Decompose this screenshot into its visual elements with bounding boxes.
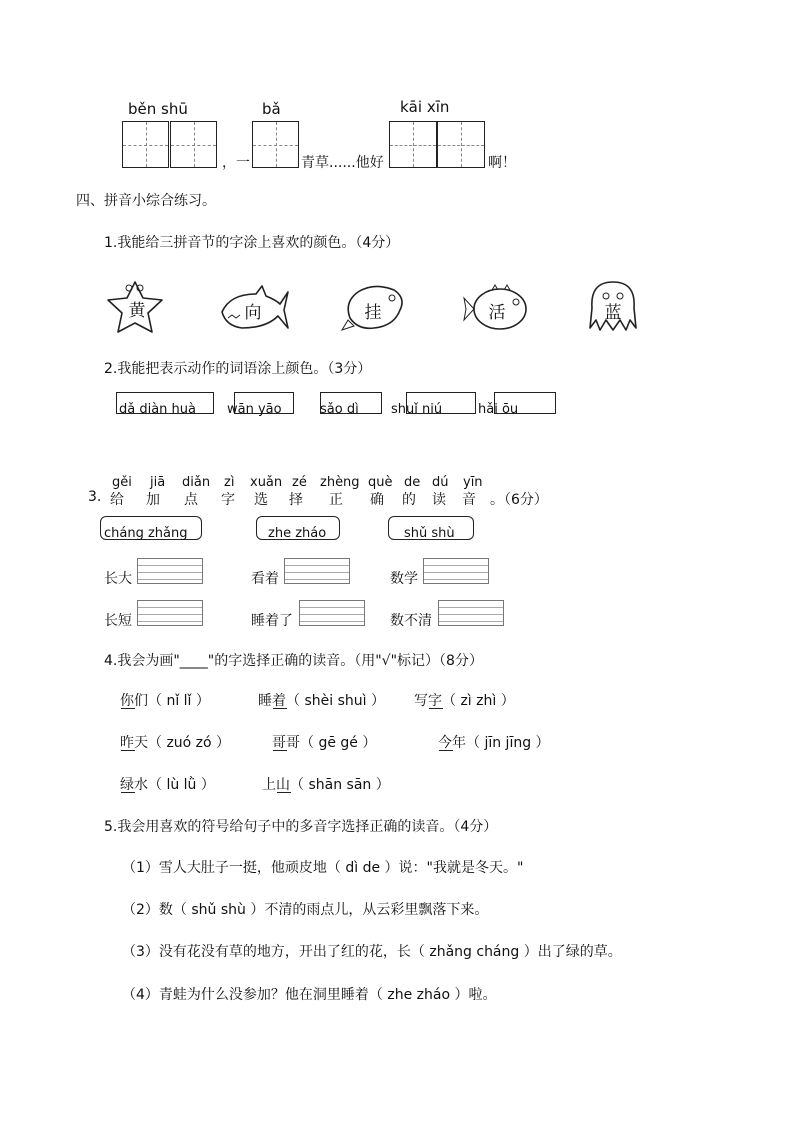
q3-char-6: 正	[329, 492, 343, 508]
pinyin-ba: bǎ	[262, 100, 281, 118]
section-title: 四、拼音小综合练习。	[76, 193, 216, 209]
writing-grid-3[interactable]	[252, 121, 299, 168]
answer-lines-4[interactable]	[137, 600, 203, 626]
q3-pinyin-10: yīn	[463, 475, 483, 490]
q3-char-0: 给	[110, 492, 124, 508]
q5-prompt: 5.我会用喜欢的符号给句子中的多音字选择正确的读音。（4分）	[104, 819, 498, 835]
q3-item-5: 睡着了	[251, 613, 293, 629]
q3-item-4: 长短	[104, 613, 132, 629]
q4-item-2[interactable]: 睡着（ shèi shuì ）	[258, 693, 385, 709]
q3-pinyin-9: dú	[432, 475, 449, 490]
q4-item-7[interactable]: 绿水（ lù lǜ ）	[120, 777, 215, 793]
word-3: sǎo dì	[320, 402, 359, 417]
word-4: shuǐ niú	[391, 402, 443, 417]
q3-pinyin-6: zhèng	[320, 475, 360, 490]
q5-sentence-4[interactable]: （4）青蛙为什么没参加？他在洞里睡着（ zhe zháo ）啦。	[122, 987, 497, 1003]
pinyin-benshu: běn shū	[128, 100, 188, 118]
qingcao-text: 青草......他好	[301, 155, 384, 171]
q3-char-9: 读	[432, 492, 446, 508]
answer-lines-5[interactable]	[299, 600, 365, 626]
q3-char-1: 加	[146, 492, 160, 508]
answer-lines-3[interactable]	[423, 558, 489, 584]
q5-sentence-3[interactable]: （3）没有花没有草的地方，开出了红的花，长（ zhǎng cháng ）出了绿的草。	[122, 944, 622, 960]
q3-item-2: 看着	[251, 571, 279, 587]
underline-mark	[273, 750, 287, 751]
writing-grid-1[interactable]	[122, 121, 169, 168]
q4-item-8[interactable]: 上山（ shān sān ）	[262, 777, 390, 793]
char-huang: 黄	[128, 301, 146, 321]
q4-item-4[interactable]: 昨天（ zuó zó ）	[120, 735, 231, 751]
q4-prompt: 4.我会为画"____"的字选择正确的读音。（用"√"标记）（8分）	[104, 653, 483, 669]
q3-char-8: 的	[402, 492, 416, 508]
q3-char-3: 字	[221, 492, 235, 508]
q3-item-6: 数不清	[390, 613, 432, 629]
q4-item-1[interactable]: 你们（ nǐ lǐ ）	[120, 693, 210, 709]
q4-item-6[interactable]: 今年（ jīn jīng ）	[438, 735, 550, 751]
underline-mark	[439, 750, 453, 751]
underline-mark	[273, 708, 287, 709]
comma-yi-text: ，一	[222, 155, 250, 171]
q3-pinyin-5: zé	[292, 475, 307, 490]
q3-pinyin-1: jiā	[150, 475, 166, 490]
answer-lines-2[interactable]	[284, 558, 350, 584]
underline-mark	[277, 792, 291, 793]
q3-pinyin-0: gěi	[112, 475, 132, 490]
underline-mark	[121, 792, 135, 793]
q3-number: 3.	[88, 489, 102, 505]
char-huo: 活	[488, 303, 506, 323]
q2-prompt: 2.我能把表示动作的词语涂上颜色。（3分）	[104, 361, 372, 377]
a-text: 啊！	[488, 155, 516, 171]
q3-char-2: 点	[184, 492, 198, 508]
q4-item-5[interactable]: 哥哥（ gē gé ）	[272, 735, 377, 751]
q3-char-5: 择	[289, 492, 303, 508]
word-2: wān yāo	[227, 402, 282, 417]
answer-lines-6[interactable]	[438, 600, 504, 626]
q5-sentence-1[interactable]: （1）雪人大肚子一挺，他顽皮地（ dì de ）说："我就是冬天。"	[122, 860, 524, 876]
q3-char-10: 音	[462, 492, 476, 508]
char-lan: 蓝	[604, 303, 622, 323]
q3-item-3: 数学	[390, 571, 418, 587]
q3-pinyin-2: diǎn	[182, 475, 211, 490]
underline-mark	[429, 708, 443, 709]
q4-item-3[interactable]: 写字（ zì zhì ）	[414, 693, 515, 709]
option-1: cháng zhǎng	[104, 526, 188, 541]
writing-grid-4[interactable]	[389, 121, 437, 168]
q3-item-1: 长大	[104, 571, 132, 587]
q3-pinyin-3: zì	[224, 475, 235, 490]
q3-pinyin-7: què	[368, 475, 393, 490]
char-xiang: 向	[244, 303, 262, 323]
underline-mark	[121, 750, 135, 751]
word-5: hǎi ōu	[478, 402, 519, 417]
q3-score: 。（6分）	[490, 492, 548, 508]
writing-grid-2[interactable]	[170, 121, 217, 168]
q3-pinyin-4: xuǎn	[250, 475, 283, 490]
option-2: zhe zháo	[268, 526, 327, 541]
option-3: shǔ shù	[404, 526, 455, 541]
char-gua: 挂	[364, 303, 382, 323]
word-1: dǎ diàn huà	[119, 402, 196, 417]
q1-prompt: 1.我能给三拼音节的字涂上喜欢的颜色。（4分）	[104, 235, 400, 251]
q3-char-4: 选	[254, 492, 268, 508]
q3-char-7: 确	[370, 492, 384, 508]
answer-lines-1[interactable]	[137, 558, 203, 584]
q5-sentence-2[interactable]: （2）数（ shǔ shù ）不清的雨点儿，从云彩里飘落下来。	[122, 902, 489, 918]
pinyin-kaixin: kāi xīn	[400, 98, 450, 116]
underline-mark	[121, 708, 135, 709]
writing-grid-5[interactable]	[437, 121, 485, 168]
q3-pinyin-8: de	[404, 475, 421, 490]
